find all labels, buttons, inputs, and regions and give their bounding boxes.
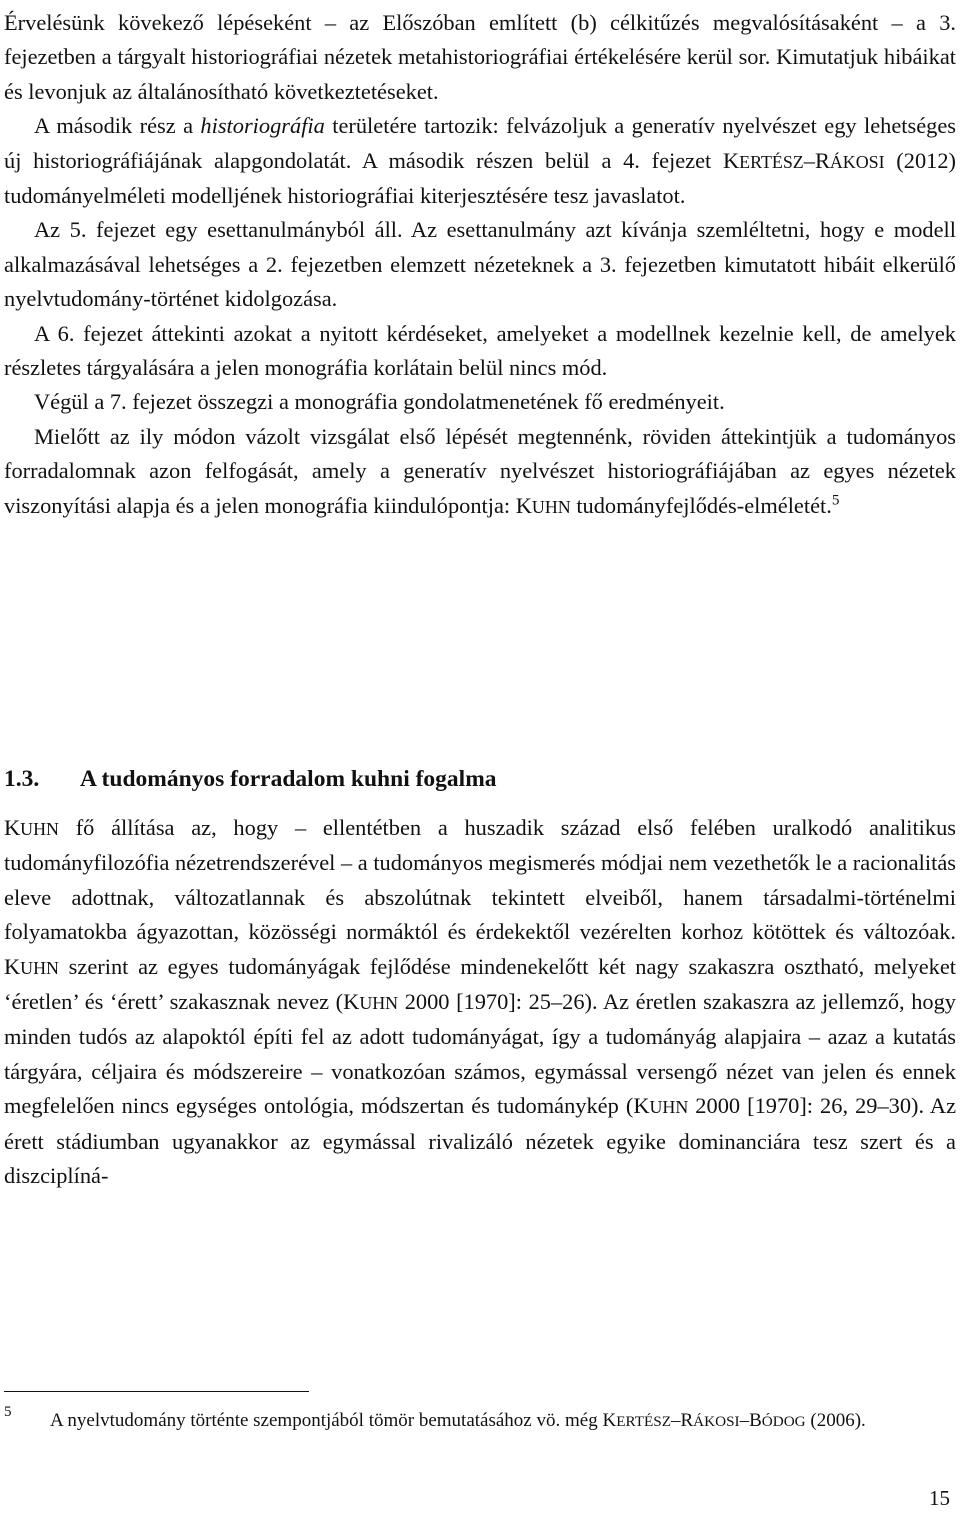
paragraph-kuhn-claim: KUHN fő állítása az, hogy – ellentétben a huszadik század első felében uralkodó analitikus tudományfilozófia nézetrendszerével – a tudományos megismerés módjai nem vezethetők le a racionalitás eleve adottnak, változatlannak és abszolútnak tekintett elveiből, hanem társadalmi-történelmi folyamatokba ágyazottan, közösségi normáktól és érdekektől vezérelten korhoz kötöttek és változóak. KUHN szerint az egyes tudományágak fejlődése mindenekelőtt két nagy szakaszra osztható, melyeket ‘éretlen’ és ‘érett’ szakasznak nevez (KUHN 2000 [1970]: 25–26). Az éretlen szakaszra az jellemző, hogy minden tudós az alapoktól építi fel az adott tudományágat, így a tudományág alapjaira – azaz a kutatás tárgyára, céljaira és módszereire – vonatkozóan számos, egymással versengő nézet van jelen és ennek megfelelően nincs egységes ontológia, módszertan és tudománykép (KUHN 2000 [1970]: 26, 29–30). Az érett stádiumban ugyanakkor az egymással rivalizáló nézetek egyike dominanciára tesz szert és a diszciplíná- — [4, 815, 957, 1189]
paragraph-chapter-5: Az 5. fejezet egy esettanulmányból áll. Az esettanulmány azt kívánja szemléltetni, hogy e modell alkalmazásával lehetséges a 2. fejezetben elemzett nézeteknek a 3. fejezetben kimutatott hibáit elkerülő nyelvtudomány-történet kidolgozása. — [4, 217, 956, 312]
author-name: KERTÉSZ–RÁKOSI–BÓDOG — [602, 1410, 806, 1431]
paragraph-kuhn-intro: Mielőtt az ily módon vázolt vizsgálat első lépését megtennénk, röviden áttekintjük a tudományos forradalomnak azon felfogását, amely a generatív nyelvészet historiográfiájában az egyes nézetek viszonyítási alapja és a jelen monográfia kiindulópontja: KUHN tudományfejlődés-elméletét.$^5$ — [4, 423, 956, 518]
section-number: 1.3. — [4, 766, 40, 792]
body-text — [4, 6, 956, 524]
author-name: KUHN — [515, 492, 571, 518]
author-name: KUHN — [4, 815, 59, 840]
paragraph-chapter-7: Végül a 7. fejezet összegzi a monográfia gondolatmenetének fő eredményeit. — [34, 389, 725, 415]
section-title: A tudományos forradalom kuhni fogalma — [80, 766, 497, 792]
paragraph-second-part: A második rész a historiográfia területére tartozik: felvázoljuk a generatív nyelvészet egy lehetséges új historiográfiájának alapgondolatát. A második részen belül a 4. fejezet KERTÉSZ–RÁKOSI (2012) tudományelméleti modelljének historiográfiai kiterjesztésére tesz javaslatot. — [4, 113, 957, 209]
section-heading — [4, 762, 956, 796]
italic-term: historiográfia — [200, 113, 325, 139]
section-body — [4, 811, 956, 1193]
author-name: KUHN — [633, 1093, 689, 1119]
footnote — [4, 1400, 956, 1437]
author-name: KERTÉSZ–RÁKOSI — [722, 147, 885, 173]
page-number: 15 — [929, 1486, 950, 1510]
paragraph-argument-step: Érvelésünk kövekező lépéseként – az Előszóban említett (b) célkitűzés megvalósításaként – a 3. fejezetben a tárgyalt historiográfiai nézetek metahistoriográfiai értékelésére kerül sor. Kimutatjuk hibáikat és levonjuk az általánosítható következtetéseket. — [4, 10, 956, 104]
footnote-reference[interactable]: 5 — [831, 491, 840, 509]
author-name: KUHN — [4, 953, 59, 979]
footnote-mark: 5 — [4, 1404, 12, 1420]
footnote-text: A nyelvtudomány történte szempontjából tömör bemutatásához vö. még KERTÉSZ–RÁKOSI–BÓDOG (2006). — [50, 1410, 866, 1431]
author-name: KUHN — [343, 989, 399, 1015]
paragraph-chapter-6: A 6. fejezet áttekinti azokat a nyitott kérdéseket, amelyeket a modellnek kezelnie kell, de amelyek részletes tárgyalására a jelen monográfia korlátain belül nincs mód. — [4, 320, 956, 381]
footnote-divider — [4, 1391, 309, 1392]
